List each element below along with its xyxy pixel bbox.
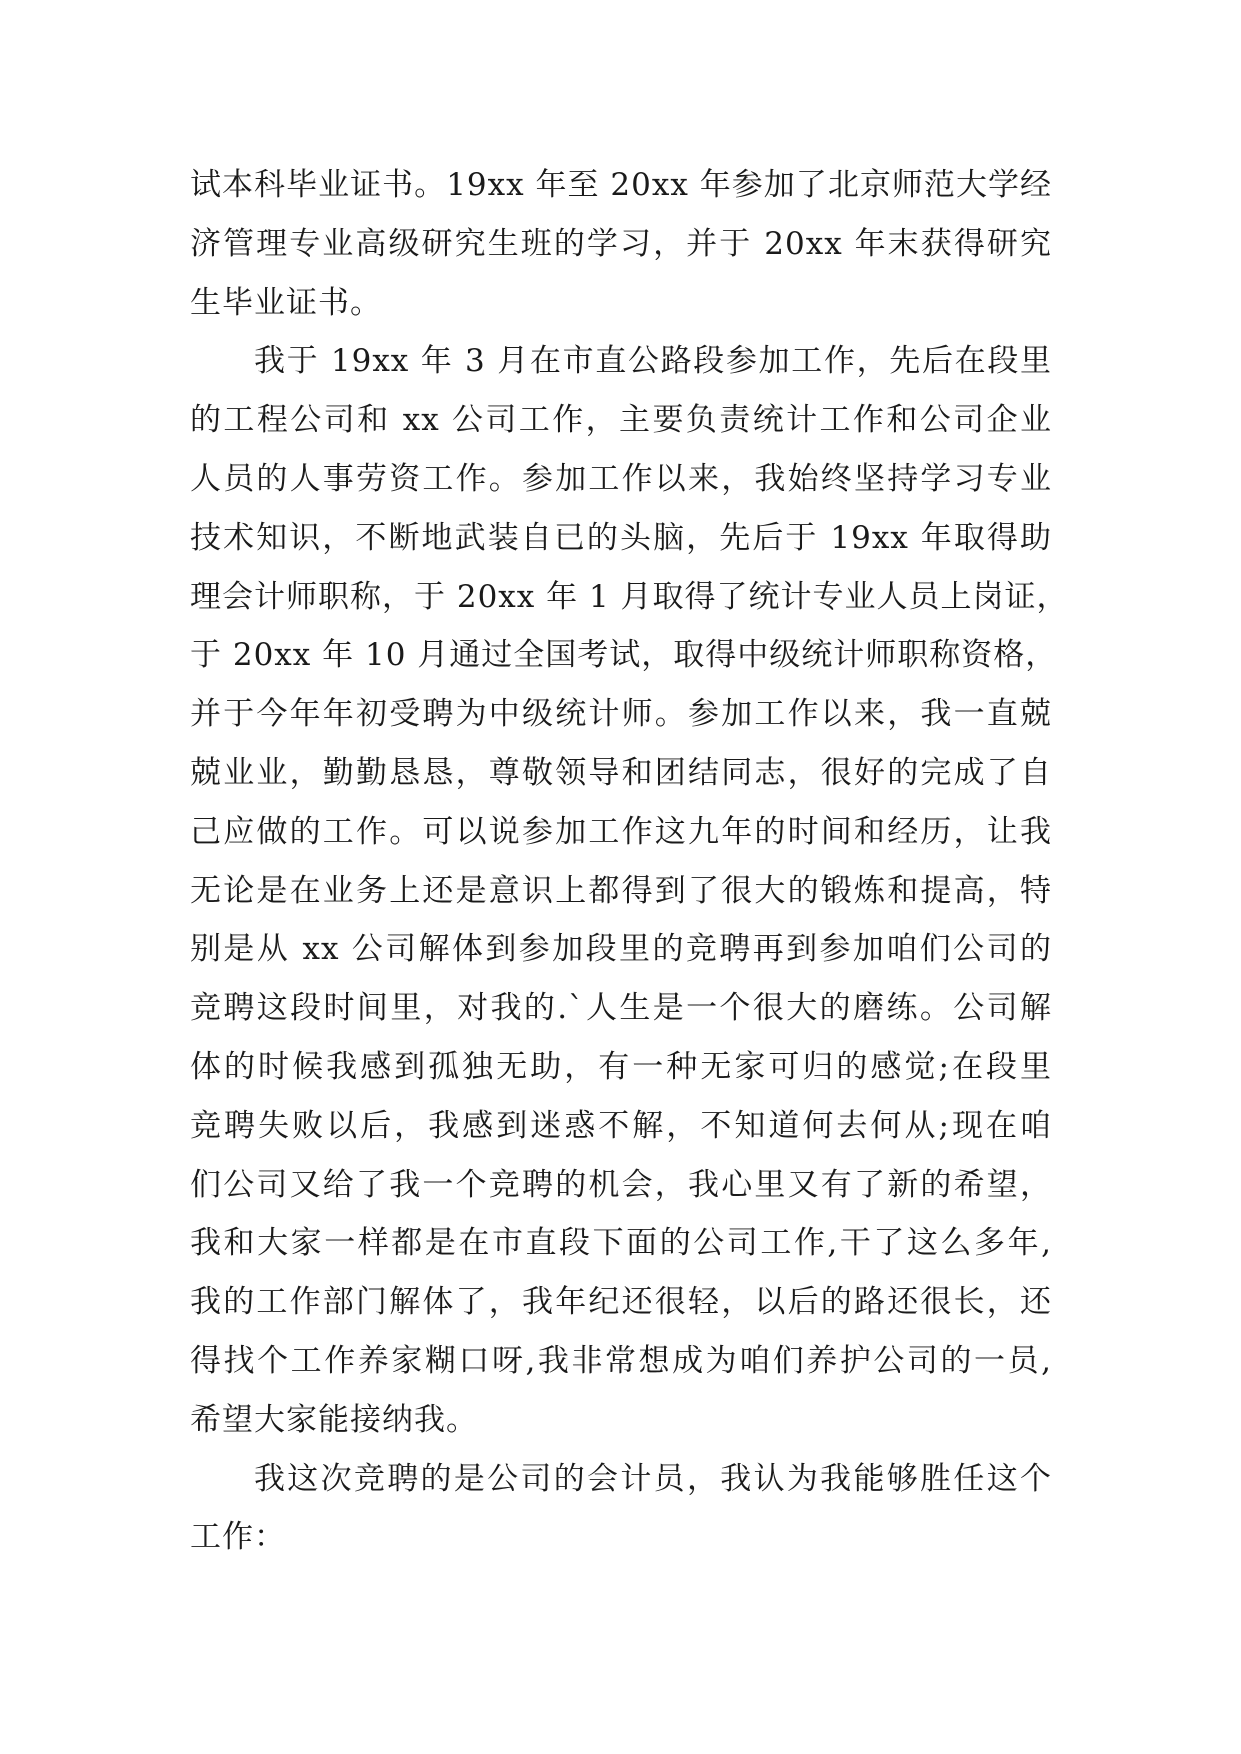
document-body [190,156,1069,1567]
paragraph-education [190,156,1052,332]
text-line: 试本科毕业证书。19xx 年至 20xx 年参加了北京师范大学经 [190,167,1052,203]
paragraph-work-experience [190,332,1069,1449]
text-line: 工作： [190,1519,286,1556]
text-line: 竞聘失败以后，我感到迷惑不解，不知道何去何从;现在咱 [190,1107,1052,1144]
text-line: 己应做的工作。可以说参加工作这九年的时间和经历，让我 [190,813,1052,850]
text-line: 的工程公司和 xx 公司工作，主要负责统计工作和公司企业 [190,402,1052,439]
text-line: 无论是在业务上还是意识上都得到了很大的锻炼和提高，特 [190,872,1052,909]
text-line: 理会计师职称，于 20xx 年 1 月取得了统计专业人员上岗证， [190,578,1069,615]
text-line: 别是从 xx 公司解体到参加段里的竞聘再到参加咱们公司的 [190,931,1052,968]
text-line: 兢业业，勤勤恳恳，尊敬领导和团结同志，很好的完成了自 [190,754,1052,791]
text-line: 们公司又给了我一个竞聘的机会，我心里又有了新的希望， [190,1166,1052,1203]
paragraph-position [190,1450,1052,1568]
text-line: 生毕业证书。 [190,284,382,321]
text-line: 我和大家一样都是在市直段下面的公司工作,干了这么多年, [190,1225,1052,1262]
text-line: 济管理专业高级研究生班的学习，并于 20xx 年末获得研究 [190,225,1052,262]
text-line: 人员的人事劳资工作。参加工作以来，我始终坚持学习专业 [190,460,1052,497]
text-line: 于 20xx 年 10 月通过全国考试，取得中级统计师职称资格， [190,637,1058,674]
text-line: 我这次竞聘的是公司的会计员，我认为我能够胜任这个 [254,1460,1052,1497]
text-line: 技术知识，不断地武装自已的头脑，先后于 19xx 年取得助 [190,519,1052,556]
text-line: 体的时候我感到孤独无助，有一种无家可归的感觉;在段里 [190,1048,1052,1085]
text-line: 我于 19xx 年 3 月在市直公路段参加工作，先后在段里 [254,343,1052,380]
text-line: 竞聘这段时间里，对我的.`人生是一个很大的磨练。公司解 [190,990,1052,1027]
text-line: 希望大家能接纳我。 [190,1401,478,1438]
text-line: 我的工作部门解体了，我年纪还很轻，以后的路还很长，还 [190,1284,1052,1321]
text-line: 并于今年年初受聘为中级统计师。参加工作以来，我一直兢 [190,696,1052,733]
text-line: 得找个工作养家糊口呀,我非常想成为咱们养护公司的一员, [190,1342,1052,1379]
